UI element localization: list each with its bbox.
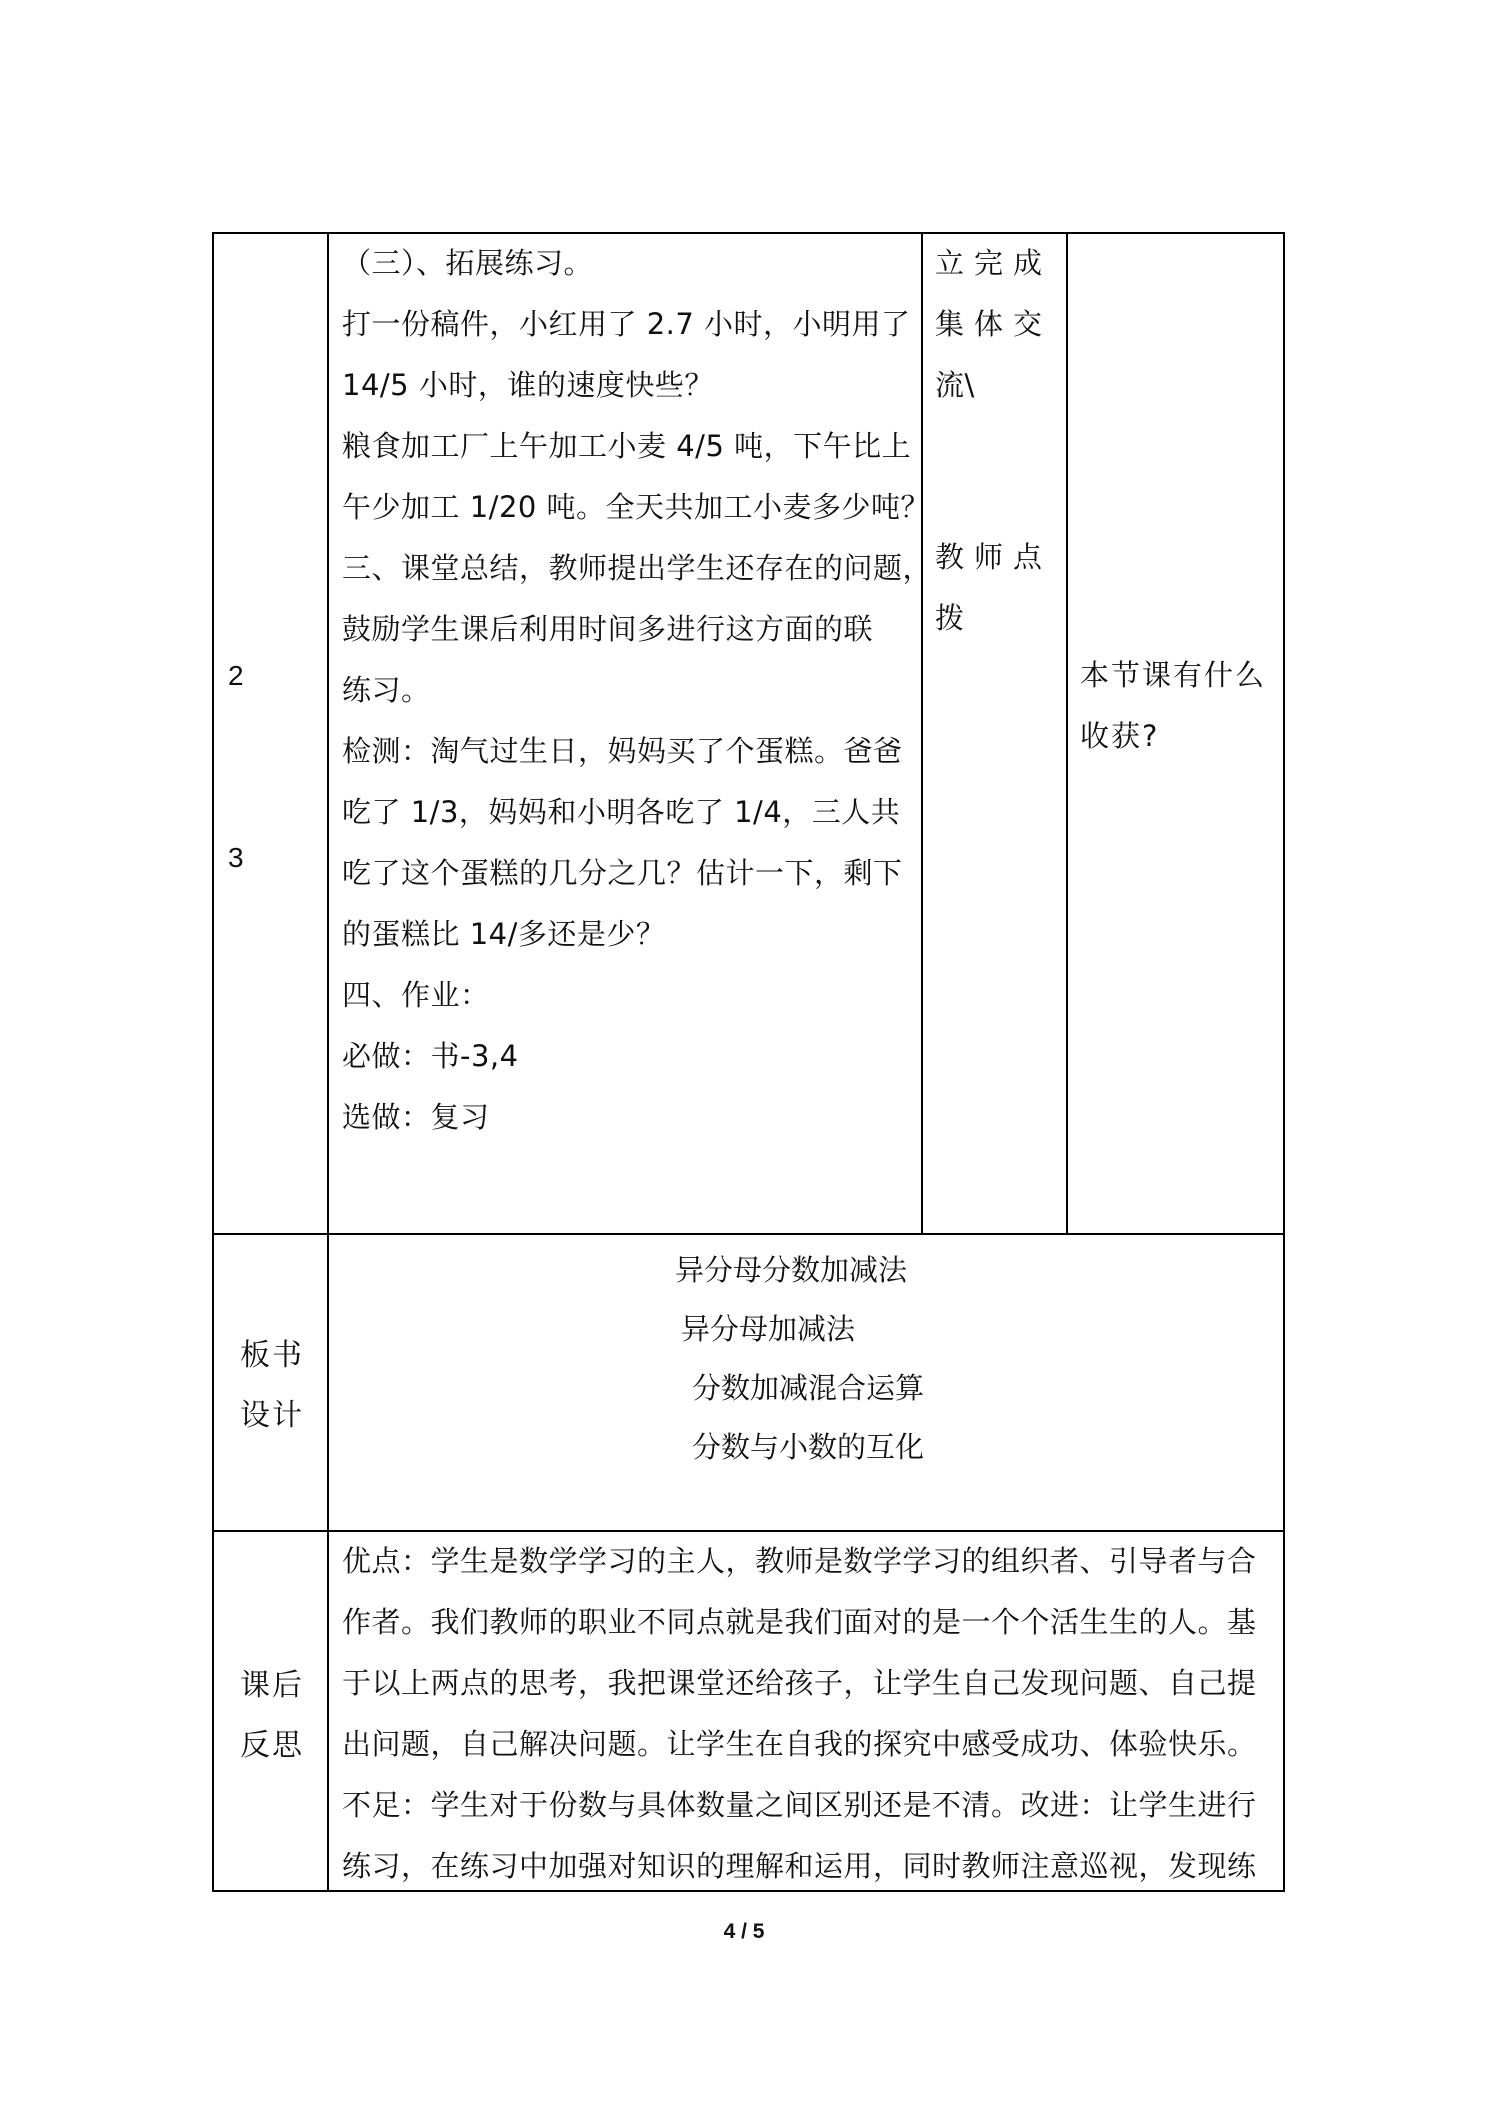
reflection-line: 作者。我们教师的职业不同点就是我们面对的是一个个活生生的人。基 [342, 1605, 1257, 1639]
label-line: 设计 [240, 1398, 304, 1433]
column-divider-teacher [1066, 232, 1068, 1235]
reflection-line: 练习，在练习中加强对知识的理解和运用，同时教师注意巡视，发现练 [342, 1849, 1257, 1883]
content-line: 检测：淘气过生日，妈妈买了个蛋糕。爸爸 [342, 734, 903, 768]
content-line: 鼓励学生课后利用时间多进行这方面的联 [342, 612, 874, 646]
reflection-line: 优点：学生是数学学习的主人，教师是数学学习的组织者、引导者与合 [342, 1544, 1257, 1578]
column-divider-student [921, 232, 923, 1235]
activity-line: 立完成 [935, 246, 1053, 280]
content-line: 四、作业： [342, 978, 490, 1012]
activity-line: 教师点 [935, 540, 1053, 574]
reflection-line: 出问题，自己解决问题。让学生在自我的探究中感受成功、体验快乐。 [342, 1727, 1257, 1761]
content-line: 必做：书-3,4 [342, 1039, 519, 1073]
time-digit: 2 [228, 660, 244, 691]
board-line: 分数加减混合运算 [691, 1371, 924, 1405]
reflection-line: 不足：学生对于份数与具体数量之间区别还是不清。改进：让学生进行 [342, 1788, 1257, 1822]
activity-line: 集体交 [935, 307, 1053, 341]
row-divider-board [212, 1233, 1285, 1235]
label-line: 反思 [240, 1728, 304, 1763]
content-line: 午少加工 1/20 吨。全天共加工小麦多少吨？ [342, 490, 931, 524]
content-line: 选做：复习 [342, 1100, 490, 1134]
activity-line: 拨 [935, 601, 965, 635]
column-divider-main [327, 232, 329, 1892]
board-line: 异分母加减法 [680, 1312, 855, 1346]
reflection-line: 于以上两点的思考，我把课堂还给孩子，让学生自己发现问题、自己提 [342, 1666, 1257, 1700]
content-line: 练习。 [342, 673, 431, 707]
board-line: 分数与小数的互化 [691, 1430, 924, 1464]
board-line: 异分母分数加减法 [674, 1253, 907, 1287]
label-line: 板书 [240, 1338, 304, 1373]
intent-line: 收获? [1080, 719, 1160, 753]
content-line: 粮食加工厂上午加工小麦 4/5 吨，下午比上 [342, 429, 912, 463]
content-line: 打一份稿件，小红用了 2.7 小时，小明用了 [342, 307, 911, 341]
activity-line: 流\ [935, 368, 975, 402]
table-left-border [212, 232, 214, 1892]
content-line: 吃了 1/3，妈妈和小明各吃了 1/4，三人共 [342, 795, 901, 829]
page-number: 4 / 5 [723, 1920, 765, 1943]
time-digit: 3 [228, 842, 244, 873]
content-line: 的蛋糕比 14/多还是少？ [342, 917, 666, 951]
table-right-border [1283, 232, 1285, 1892]
content-line: 14/5 小时，谁的速度快些？ [342, 368, 714, 402]
intent-line: 本节课有什么 [1080, 658, 1267, 692]
content-line: 三、课堂总结，教师提出学生还存在的问题， [342, 551, 933, 585]
content-line: 吃了这个蛋糕的几分之几？估计一下，剩下 [342, 856, 903, 890]
label-line: 课后 [240, 1668, 304, 1703]
content-line: （三）、拓展练习。 [342, 246, 594, 280]
